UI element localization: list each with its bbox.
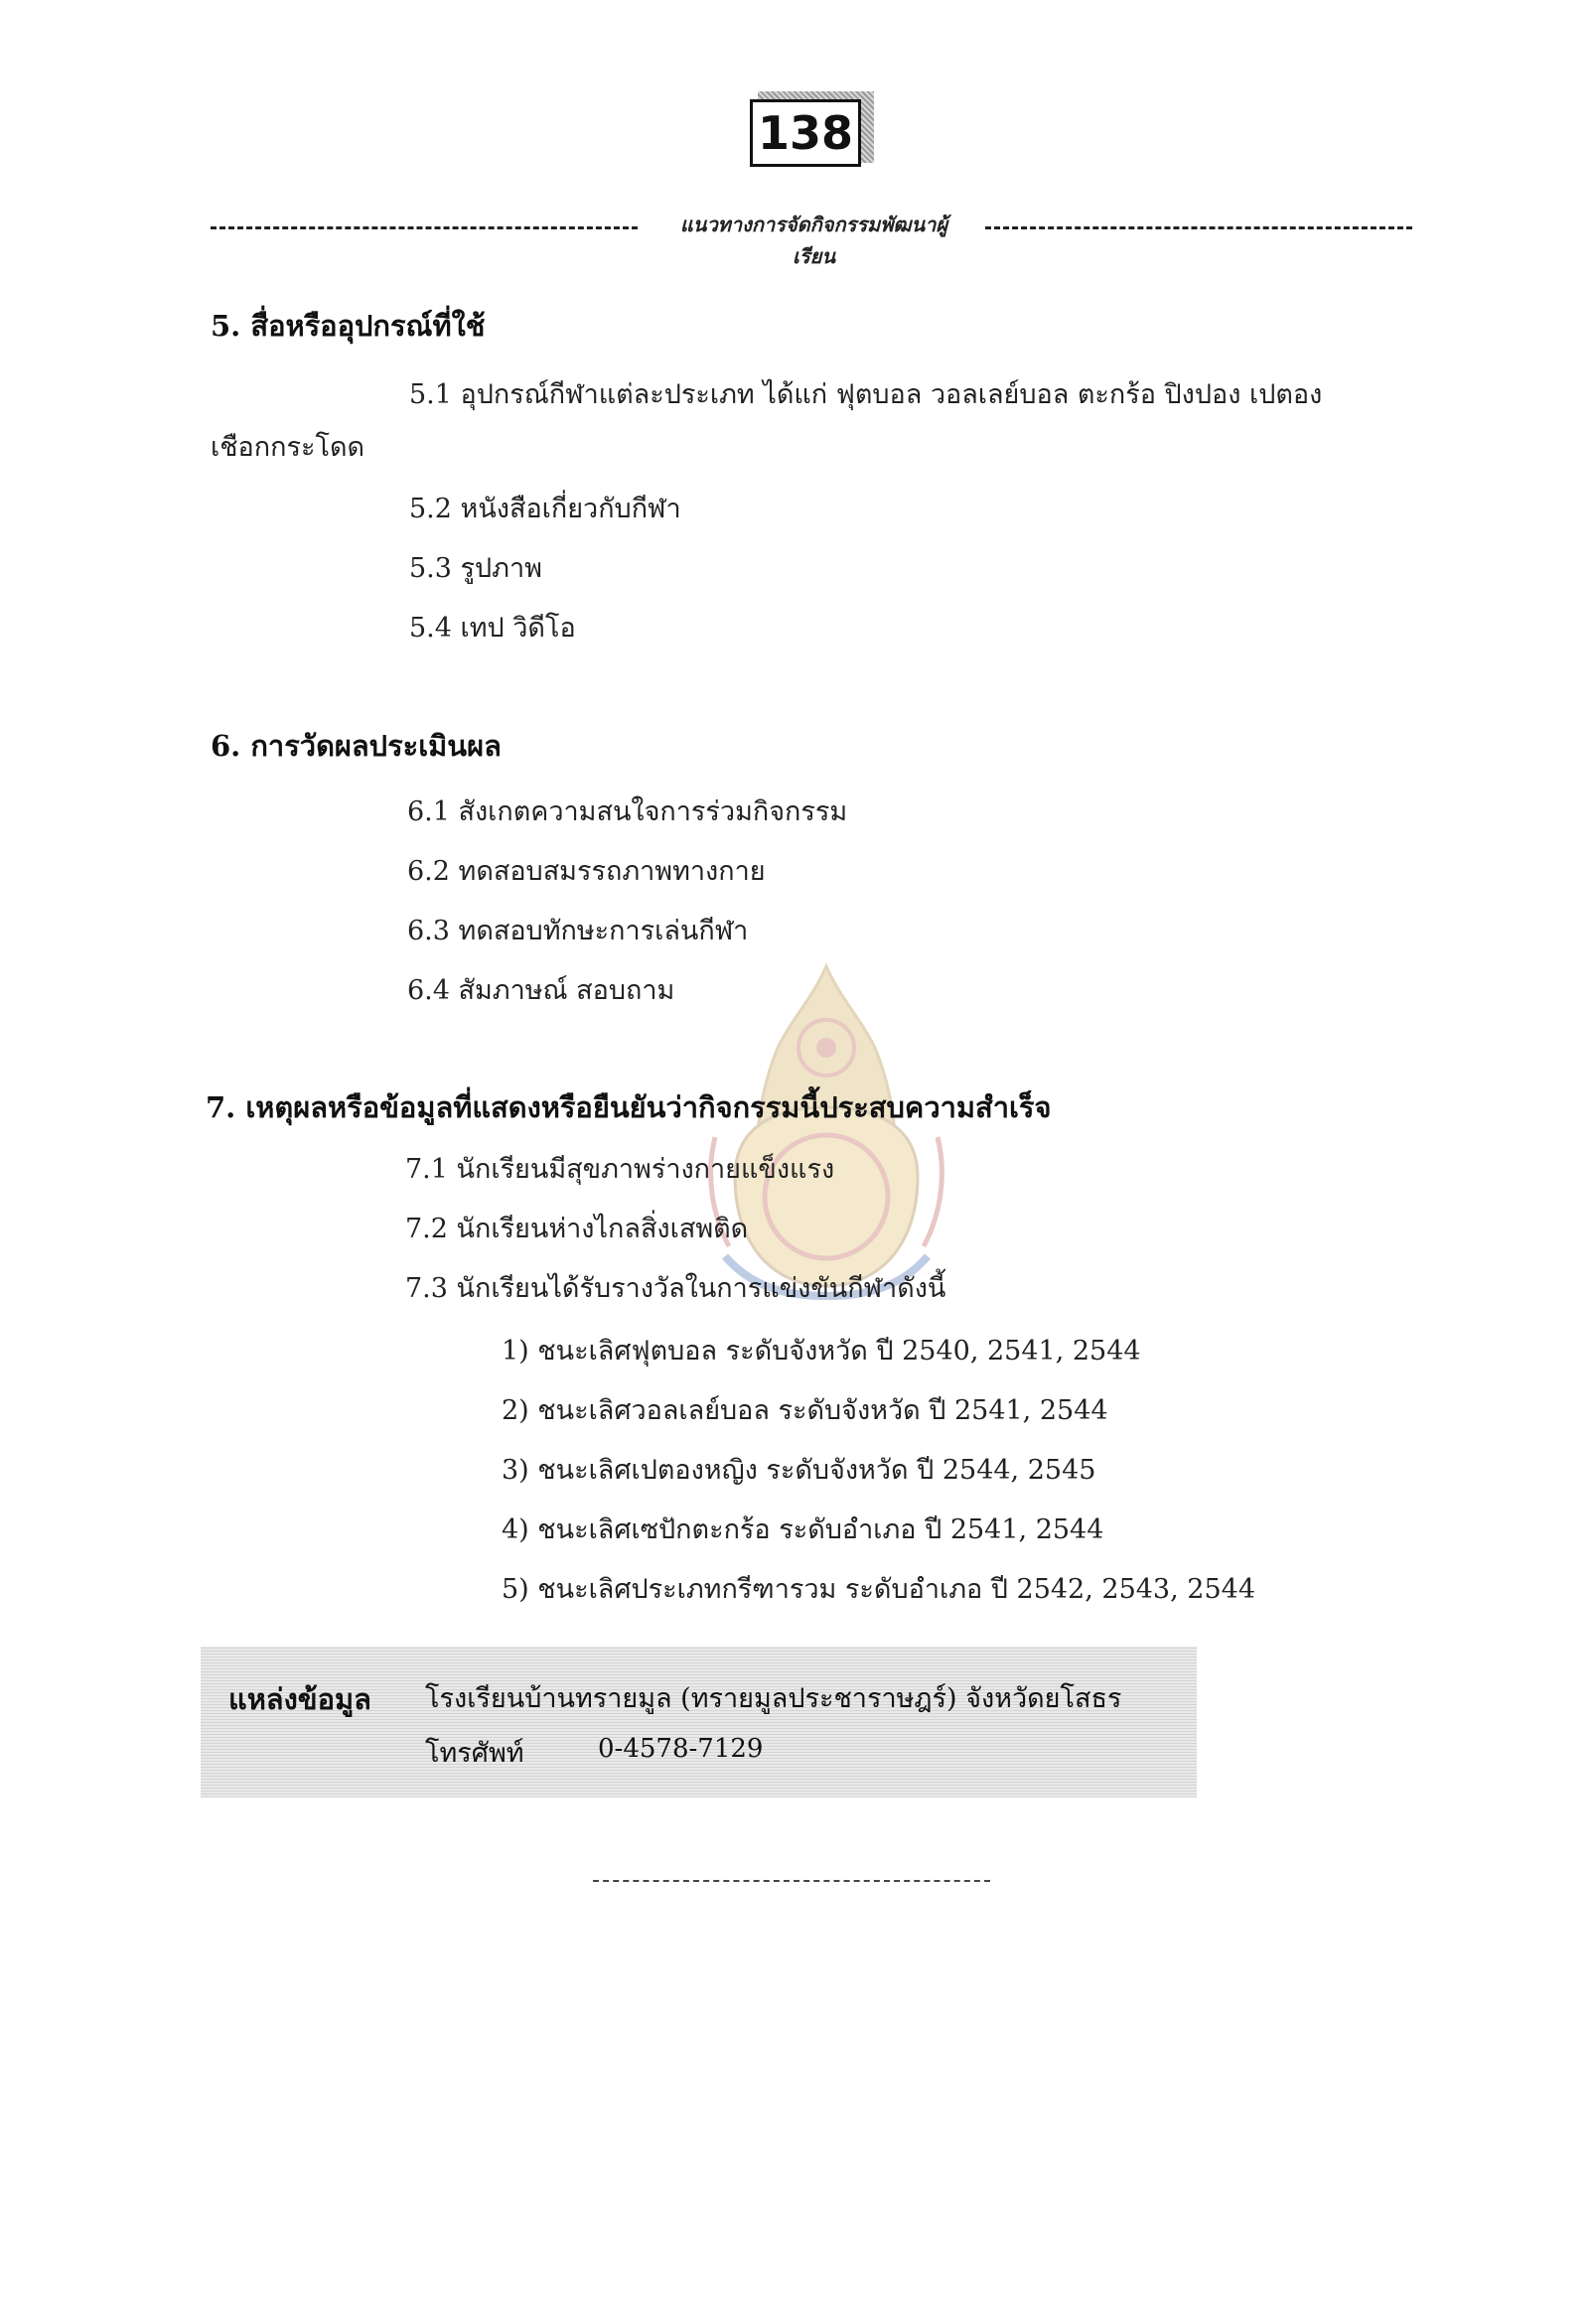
item-6-1: 6.1 สังเกตความสนใจการร่วมกิจกรรม (407, 796, 848, 827)
award-5: 5) ชนะเลิศประเภทกรีฑารวม ระดับอำเภอ ปี 2542, 2543, 2544 (502, 1574, 1255, 1605)
header-rule-left (211, 226, 638, 229)
item-7-3: 7.3 นักเรียนได้รับรางวัลในการแข่งขันกีฬาดังนี้ (405, 1273, 946, 1304)
item-5-3: 5.3 รูปภาพ (409, 553, 542, 584)
item-5-4: 5.4 เทป วิดีโอ (409, 613, 576, 644)
item-6-2: 6.2 ทดสอบสมรรถภาพทางกาย (407, 856, 766, 887)
header-title: แนวทางการจัดกิจกรรมพัฒนาผู้เรียน (679, 213, 948, 268)
phone-label: โทรศัพท์ (425, 1738, 524, 1769)
page-number-box (750, 91, 874, 171)
page-number: 138 (750, 99, 861, 167)
item-6-3: 6.3 ทดสอบทักษะการเล่นกีฬา (407, 916, 749, 946)
award-4: 4) ชนะเลิศเซปักตะกร้อ ระดับอำเภอ ปี 2541, 2544 (502, 1514, 1104, 1545)
item-5-1-continued: เชือกกระโดด (211, 432, 365, 463)
source-label: แหล่งข้อมูล (228, 1682, 371, 1716)
award-3: 3) ชนะเลิศเปตองหญิง ระดับจังหวัด ปี 2544, 2545 (502, 1455, 1096, 1486)
running-header (211, 209, 1412, 268)
item-5-2: 5.2 หนังสือเกี่ยวกับกีฬา (409, 494, 681, 524)
source-box (201, 1647, 1197, 1798)
phone-number: 0-4578-7129 (598, 1734, 764, 1764)
item-6-4: 6.4 สัมภาษณ์ สอบถาม (407, 975, 675, 1006)
item-7-1: 7.1 นักเรียนมีสุขภาพร่างกายแข็งแรง (405, 1154, 835, 1185)
award-1: 1) ชนะเลิศฟุตบอล ระดับจังหวัด ปี 2540, 2541, 2544 (502, 1336, 1141, 1367)
section-5-heading: 5. สื่อหรืออุปกรณ์ที่ใช้ (211, 309, 486, 343)
item-5-1: 5.1 อุปกรณ์กีฬาแต่ละประเภท ได้แก่ ฟุตบอล วอลเลย์บอล ตะกร้อ ปิงปอง เปตอง (409, 379, 1323, 410)
header-rule-right (985, 226, 1412, 229)
item-7-2: 7.2 นักเรียนห่างไกลสิ่งเสพติด (405, 1214, 749, 1244)
award-2: 2) ชนะเลิศวอลเลย์บอล ระดับจังหวัด ปี 2541, 2544 (502, 1395, 1108, 1426)
section-7-heading: 7. เหตุผลหรือข้อมูลที่แสดงหรือยืนยันว่ากิจกรรมนี้ประสบความสำเร็จ (206, 1090, 1052, 1124)
section-6-heading: 6. การวัดผลประเมินผล (211, 729, 502, 763)
source-school: โรงเรียนบ้านทรายมูล (ทรายมูลประชาราษฎร์) จังหวัดยโสธร (425, 1683, 1122, 1714)
end-rule (593, 1880, 990, 1882)
